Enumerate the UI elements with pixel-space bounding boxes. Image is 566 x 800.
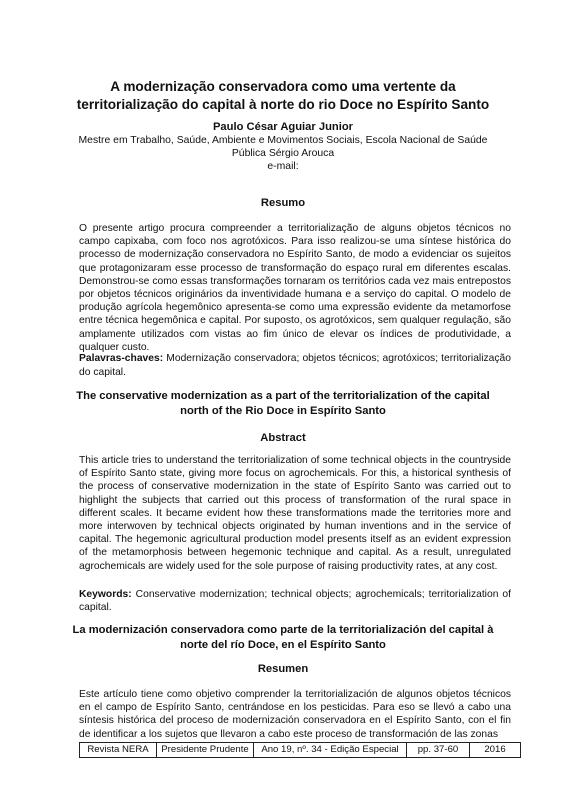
author-name: Paulo César Aguiar Junior [212, 121, 354, 133]
resumo-heading: Resumo [260, 197, 306, 209]
affiliation-line-2: Pública Sérgio Arouca [231, 148, 335, 159]
abstract-keywords [79, 588, 511, 614]
footer-city: Presidente Prudente [157, 743, 254, 757]
abstract-body: This article tries to understand the territorialization of some technical objects in the countryside of Espírito Santo state, giving more focus on agrochemicals. For this, a historical synthesis of the process of conservative modernization in the state of Espírito Santo was carried out to highlight the subjects that carried out this process of transformation of the rural space in different scales. It became evident how these transformations made the territories more and more interwoven by technical objects originated by human inventions and in the service of capital. The hegemonic agricultural production model presents itself as an evident expression of the metamorphosis between hegemonic technique and capital. As a result, unregulated agrochemicals are widely used for the sole purpose of raising productivity rates, at any cost. [79, 455, 511, 572]
affiliation-email: e-mail: [267, 161, 299, 172]
resumo-keywords [79, 352, 511, 380]
footer-issue: Ano 19, nº. 34 - Edição Especial [254, 743, 407, 757]
footer-journal: Revista NERA [80, 743, 157, 757]
resumo-body: O presente artigo procura compreender a territorialização de alguns objetos técnicos no campo capixaba, com foco nos agrotóxicos. Para isso realizou-se uma síntese histórica do processo de modernização conservadora no Espírito Santo, de modo a evidenciar os sujeitos que protagonizaram esse processo de transformação do espaço rural em diferentes escalas. Demonstrou-se como essas transformações tornaram os territórios cada vez mais entrepostos por objetos técnicos originários da inventividade humana e a serviço do capital. O modelo de produção agrícola hegemônico apresenta-se como uma expressão evidente da metamorfose entre técnica hegemônica e capital. Por suposto, os agrotóxicos, sem qualquer regulação, são amplamente utilizados com vistas ao fim único de elevar os índices de produtividade, a qualquer custo. [79, 223, 511, 353]
footer-pages: pp. 37-60 [407, 743, 470, 757]
keywords-text-en: Conservative modernization; technical objects; agrochemicals; territorialization of capital. [79, 589, 511, 614]
page-footer [79, 742, 521, 758]
footer-year: 2016 [484, 744, 506, 755]
keywords-label-pt: Palavras-chaves: [79, 353, 164, 364]
resumen-body: Este artículo tiene como objetivo comprender la territorialización de algunos objetos técnicos en el campo de Espírito Santo, centrándose en los pesticidas. Para eso se llevó a cabo una síntesis histórica del proceso de modernización conservadora en el Espírito Santo, con el fin de identificar a los sujetos que llevaron a cabo este proceso de transformación de las zonas [79, 689, 511, 740]
english-title: The conservative modernization as a part of the territorialization of the capital north of the Rio Doce in Espírito Santo [76, 390, 490, 417]
resumen-heading: Resumen [257, 663, 309, 675]
affiliation-line-1: Mestre em Trabalho, Saúde, Ambiente e Movimentos Sociais, Escola Nacional de Saúde [78, 135, 488, 146]
article-title: A modernização conservadora como uma vertente da territorialização do capital à norte do rio Doce no Espírito Santo [76, 79, 490, 112]
spanish-title: La modernización conservadora como parte de la territorialización del capital à norte del río Doce, en el Espírito Santo [72, 624, 494, 651]
keywords-text-pt: Modernização conservadora; objetos técnicos; agrotóxicos; territorialização do capital. [79, 353, 511, 379]
keywords-label-en: Keywords: [79, 589, 132, 600]
abstract-heading: Abstract [260, 432, 306, 444]
author-affiliation [60, 134, 506, 173]
